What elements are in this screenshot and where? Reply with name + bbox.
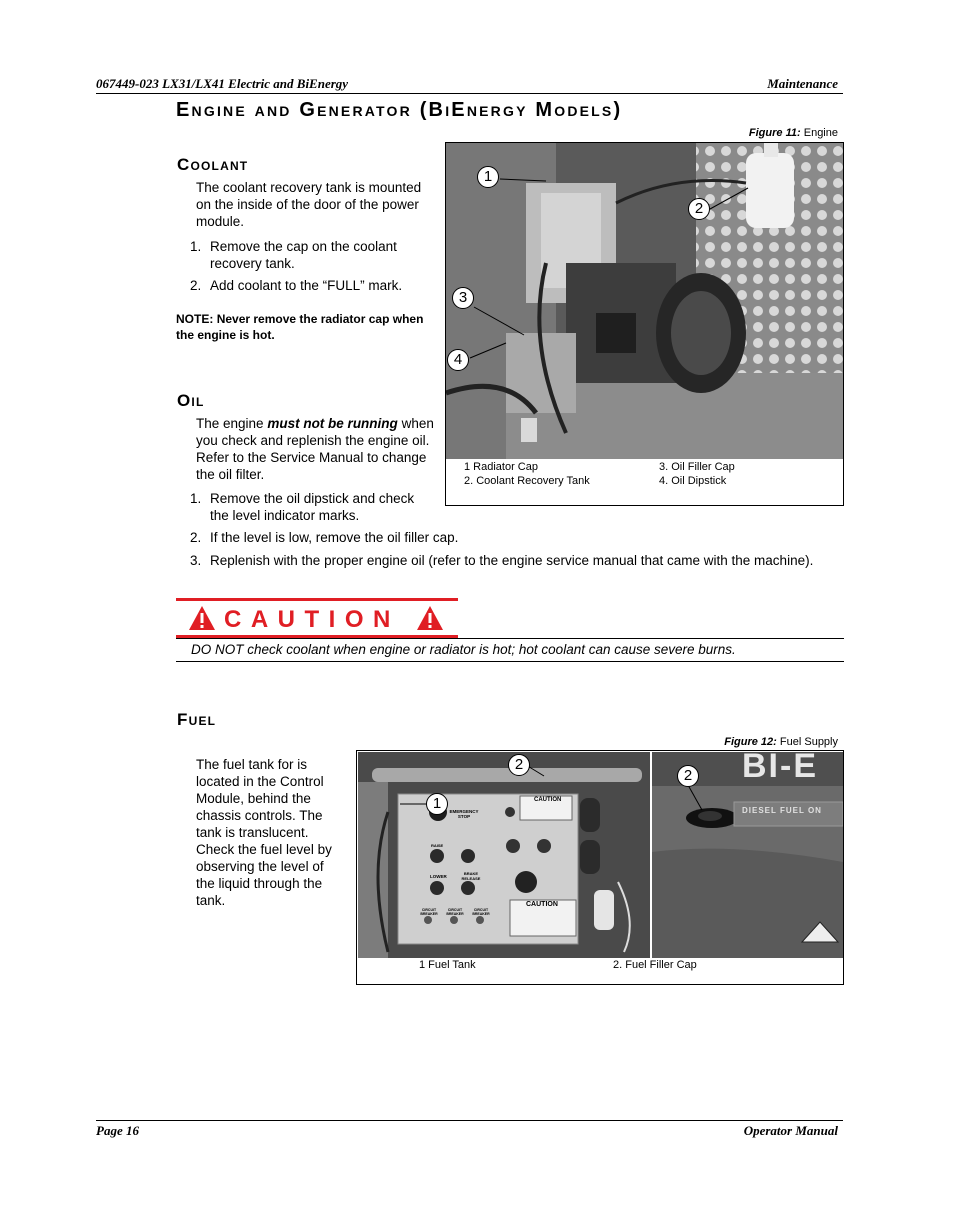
oil-intro-pre: The engine — [196, 416, 268, 431]
coolant-step-1-text: Remove the cap on the coolant recovery tank. — [210, 239, 397, 271]
figure-11-legend-4: 4. Oil Dipstick — [659, 475, 727, 487]
coolant-step-2-text: Add coolant to the “FULL” mark. — [210, 278, 403, 293]
page-title: Engine and Generator (BiEnergy Models) — [176, 99, 623, 121]
warning-triangle-icon — [416, 605, 444, 631]
figure-12-legend-1: 1 Fuel Tank — [419, 959, 476, 971]
oil-step-3-number: 3. — [190, 553, 202, 568]
figure-12-callout-2-right: 2 — [677, 765, 699, 787]
coolant-intro: The coolant recovery tank is mounted on the inside of the door of the power module. — [196, 180, 422, 229]
note-text: Never remove the radiator cap when the engine is hot. — [176, 312, 424, 342]
raise-label: RAISE — [431, 843, 444, 848]
oil-intro-emphasis: must not be running — [267, 416, 398, 431]
figure-11-label — [749, 127, 838, 139]
oil-intro-post: when you check and replenish the engine oil. Refer to the Service Manual to change the oil filter. — [196, 416, 434, 482]
logo-text: BI-E — [742, 752, 818, 785]
engine-illustration — [446, 143, 843, 459]
header-section: Maintenance — [767, 76, 838, 91]
control-module-photo — [358, 752, 650, 958]
caution-bottom-rule — [176, 661, 844, 662]
oil-step-1-text: Remove the oil dipstick and check the level indicator marks. — [210, 491, 415, 523]
figure-12-number: Figure 12: — [724, 736, 777, 748]
figure-12-callout-2-left: 2 — [508, 754, 530, 776]
figure-12-label — [724, 736, 838, 748]
oil-step-2-text: If the level is low, remove the oil filler cap. — [210, 530, 459, 545]
figure-11-callout-3: 3 — [452, 287, 474, 309]
warning-triangle-icon — [188, 605, 216, 631]
oil-intro — [196, 415, 440, 483]
footer-rule — [96, 1120, 843, 1121]
oil-step-2-number: 2. — [190, 530, 202, 545]
figure-11-caption: Engine — [803, 127, 838, 139]
caution-top-rule — [176, 638, 844, 639]
footer-manual-name: Operator Manual — [743, 1123, 838, 1138]
caution-text: DO NOT check coolant when engine or radiator is hot; hot coolant can cause severe burns. — [191, 642, 736, 657]
figure-12-caption: Fuel Supply — [779, 736, 838, 748]
control-panel-illustration — [358, 752, 650, 958]
diesel-fuel-decal: DIESEL FUEL ON — [742, 806, 822, 815]
oil-step-1-number: 1. — [190, 491, 202, 506]
lower-label: LOWER — [430, 874, 447, 879]
caution-banner — [176, 598, 458, 638]
circuit-breaker-label: CIRCUIT BREAKER — [446, 908, 464, 916]
caution-decal-label: CAUTION — [526, 901, 558, 908]
figure-11-legend-1: 1 Radiator Cap — [464, 461, 538, 473]
coolant-step-2: 2. — [190, 278, 202, 293]
circuit-breaker-label: CIRCUIT BREAKER — [472, 908, 490, 916]
fuel-heading: Fuel — [177, 710, 217, 729]
emergency-stop-label: EMERGENCY STOP — [449, 809, 479, 819]
header-doc-id: 067449-023 LX31/LX41 Electric and BiEnergy — [96, 76, 349, 91]
note-label: NOTE: — [176, 312, 214, 326]
figure-11-frame — [445, 142, 844, 506]
brake-release-label: BRAKE RELEASE — [461, 871, 481, 881]
circuit-breaker-label: CIRCUIT BREAKER — [420, 908, 438, 916]
figure-12-callout-1: 1 — [426, 793, 448, 815]
oil-heading: Oil — [177, 391, 205, 410]
figure-11-callout-1: 1 — [477, 166, 499, 188]
figure-11-callout-2: 2 — [688, 198, 710, 220]
step-number: 1. — [190, 239, 202, 254]
coolant-heading: Coolant — [177, 155, 249, 174]
figure-11-legend-3: 3. Oil Filler Cap — [659, 461, 735, 473]
caution-decal-label: CAUTION — [534, 797, 562, 803]
engine-photo — [446, 143, 843, 459]
figure-12-frame — [356, 750, 844, 985]
figure-11-legend-2: 2. Coolant Recovery Tank — [464, 475, 590, 487]
caution-word: CAUTION — [224, 606, 400, 633]
figure-11-callout-4: 4 — [447, 349, 469, 371]
footer-page-number: Page 16 — [96, 1123, 139, 1138]
figure-11-number: Figure 11: — [748, 127, 801, 139]
oil-step-3-text: Replenish with the proper engine oil (refer to the engine service manual that came with the machine). — [210, 553, 814, 568]
figure-12-legend-2: 2. Fuel Filler Cap — [613, 959, 697, 971]
header-rule — [96, 93, 843, 94]
coolant-note — [176, 311, 431, 343]
fuel-body: The fuel tank for is located in the Control Module, behind the chassis controls. The tank is translucent. Check the fuel level by observing the level of the liquid through the tank. — [196, 757, 332, 908]
